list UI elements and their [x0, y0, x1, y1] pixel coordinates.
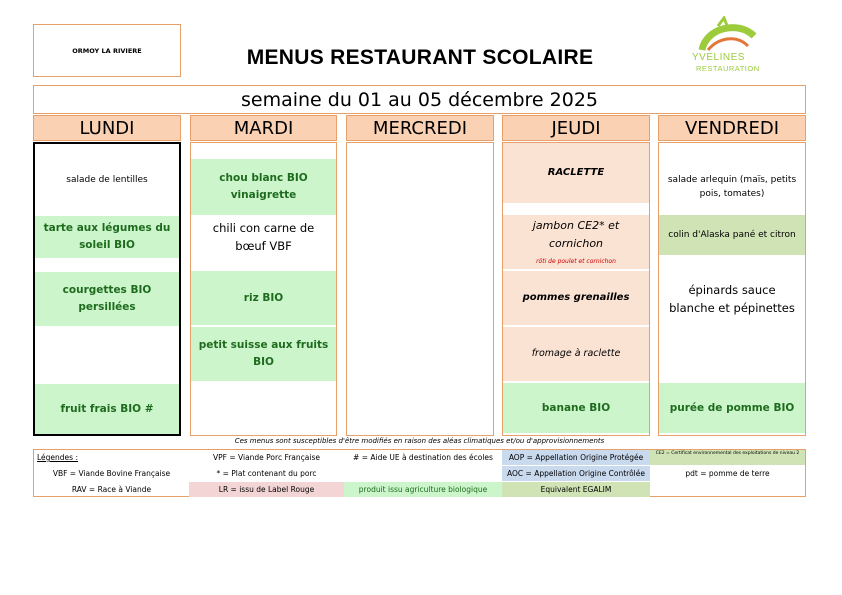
legend-title: Légendes :: [37, 453, 78, 462]
yvelines-logo: [688, 16, 768, 78]
legend-aide: # = Aide UE à destination des écoles: [353, 453, 493, 462]
day-column-mardi: [190, 142, 337, 436]
day-column-lundi: [33, 142, 181, 436]
menu-item-dessert: fruit frais BIO #: [35, 384, 179, 434]
day-header-mercredi: MERCREDI: [346, 115, 494, 141]
menu-item-starter: RACLETTE: [503, 143, 649, 203]
legend-rav: RAV = Race à Viande: [71, 485, 152, 494]
day-column-jeudi: [502, 142, 650, 436]
legend-aop: AOP = Appellation Origine Protégée: [502, 450, 650, 465]
legend-bio: produit issu agriculture biologique: [344, 482, 502, 497]
legend-pdt: pdt = pomme de terre: [685, 469, 770, 478]
legend-table: [33, 449, 806, 497]
page-title: MENUS RESTAURANT SCOLAIRE: [246, 46, 594, 69]
menu-item-starter: salade de lentilles: [66, 174, 148, 185]
day-column-mercredi: [346, 142, 494, 436]
menu-item-substitute: rôti de poulet et cornichon: [503, 255, 649, 269]
town-box: [33, 24, 181, 77]
disclaimer-note: Ces menus sont susceptibles d'être modifiés en raison des aléas climatiques et/ou d'approvisionnements: [234, 437, 605, 445]
menu-item-side: épinards sauce blanche et pépinettes: [669, 282, 795, 315]
legend-lr: LR = issu de Label Rouge: [189, 482, 344, 497]
legend-ce2: CE2 = Certificat environnemental des exploitations de niveau 2: [650, 450, 805, 465]
menu-item-main: tarte aux légumes du soleil BIO: [35, 216, 179, 258]
legend-empty: [344, 466, 502, 481]
menu-item-dessert: banane BIO: [503, 383, 649, 433]
menu-item-side: courgettes BIO persillées: [35, 272, 179, 326]
menu-item-main: chili con carne de bœuf VBF: [212, 220, 315, 253]
day-column-vendredi: [658, 142, 806, 436]
menu-item-side: pommes grenailles: [503, 271, 649, 325]
day-header-lundi: LUNDI: [33, 115, 181, 141]
town-name: ORMOY LA RIVIERE: [72, 46, 142, 55]
week-banner: semaine du 01 au 05 décembre 2025: [33, 85, 806, 114]
legend-aoc: AOC = Appellation Origine Contrôlée: [502, 466, 650, 481]
menu-item-dessert: purée de pomme BIO: [659, 383, 805, 433]
day-header-mardi: MARDI: [190, 115, 337, 141]
menu-item-dairy: petit suisse aux fruits BIO: [191, 327, 336, 381]
menu-item-starter: salade arlequin (maïs, petits pois, tomates): [667, 174, 797, 199]
logo-icon: [688, 16, 768, 56]
menu-item-main: colin d'Alaska pané et citron: [659, 215, 805, 255]
legend-egalim: Equivalent EGALIM: [502, 482, 650, 497]
logo-text-line1: YVELINES: [692, 52, 745, 63]
day-header-jeudi: JEUDI: [502, 115, 650, 141]
menu-item-side: riz BIO: [191, 271, 336, 325]
legend-vbf: VBF = Viande Bovine Française: [52, 469, 171, 478]
legend-porc: * = Plat contenant du porc: [216, 469, 317, 478]
day-header-vendredi: VENDREDI: [658, 115, 806, 141]
menu-item-dairy: fromage à raclette: [503, 327, 649, 381]
menu-item-starter: chou blanc BIO vinaigrette: [191, 159, 336, 215]
logo-text-line2: RESTAURATION: [696, 64, 760, 73]
legend-vpf: VPF = Viande Porc Française: [213, 453, 320, 462]
menu-item-main: jambon CE2* et cornichon: [503, 215, 649, 255]
